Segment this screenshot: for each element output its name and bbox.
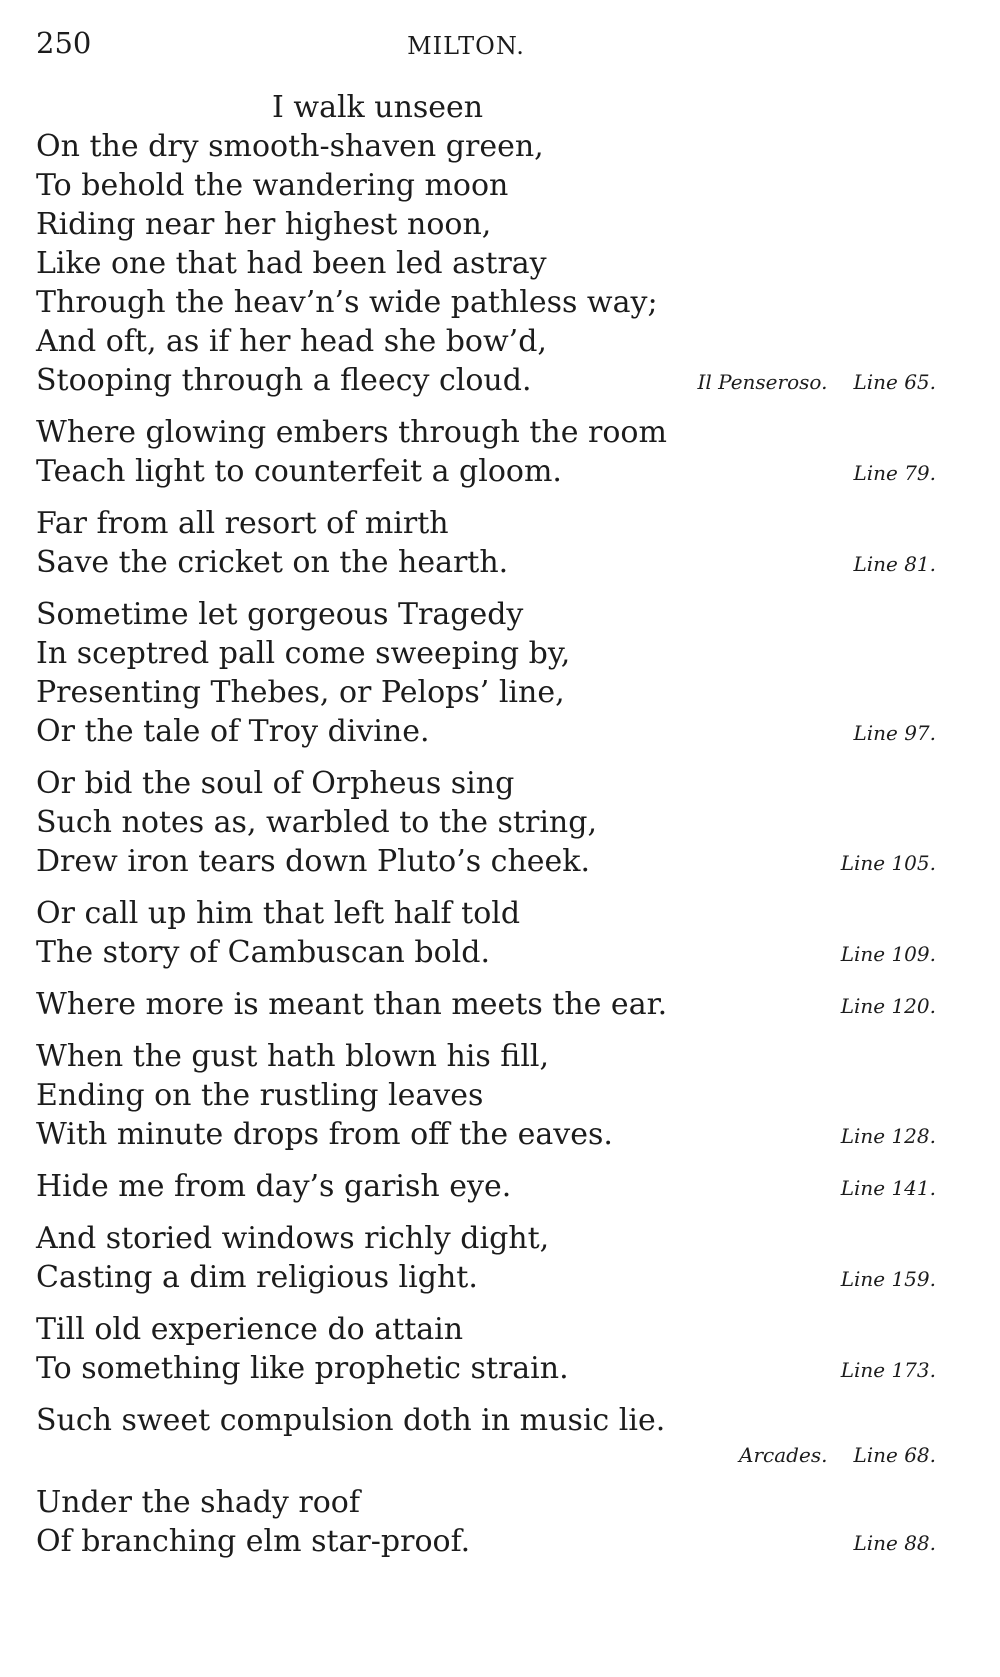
verse-line: Where more is meant than meets the ear. — [36, 987, 668, 1022]
citation-line-ref: Line 68. — [853, 1443, 936, 1467]
verse-line: Such sweet compulsion doth in music lie. — [36, 1403, 666, 1438]
quotation — [36, 504, 936, 582]
verse-line: Under the shady roof — [36, 1485, 360, 1520]
verse-line: I walk unseen — [272, 90, 484, 125]
citation — [841, 1358, 936, 1382]
verse-line: Drew iron tears down Pluto’s cheek. — [36, 844, 591, 879]
citation-line-ref: Line 81. — [853, 552, 936, 576]
quotation — [36, 1483, 936, 1561]
citation-line-ref: Line 65. — [853, 370, 936, 394]
citation — [841, 1267, 936, 1291]
verse-line: Till old experience do attain — [36, 1312, 464, 1347]
page-number: 250 — [36, 26, 92, 60]
verse-line: Of branching elm star-proof. — [36, 1524, 471, 1559]
citation — [841, 942, 936, 966]
verse-line: Save the cricket on the hearth. — [36, 545, 509, 580]
citation-line-ref: Line 128. — [840, 1124, 936, 1148]
quotation — [36, 1310, 936, 1388]
quotation — [36, 985, 936, 1024]
verse-line: Or bid the soul of Orpheus sing — [36, 766, 515, 801]
quotation — [36, 595, 936, 751]
verse-line: To behold the wandering moon — [36, 168, 509, 203]
quotation — [36, 88, 936, 400]
verse-line: To something like prophetic strain. — [36, 1351, 569, 1386]
verse-line: Ending on the rustling leaves — [36, 1078, 484, 1113]
citation — [697, 370, 936, 394]
citation — [36, 1440, 936, 1470]
verse-line: Stooping through a fleecy cloud. — [36, 363, 532, 398]
quotation — [36, 1167, 936, 1206]
citation-line-ref: Line 109. — [840, 942, 936, 966]
quotation-list — [36, 88, 936, 1574]
citation — [853, 721, 936, 745]
citation-line-ref: Line 141. — [840, 1176, 936, 1200]
citation-line-ref: Line 79. — [853, 461, 936, 485]
verse-line: On the dry smooth-shaven green, — [36, 129, 544, 164]
citation-line-ref: Line 105. — [840, 851, 936, 875]
quotation — [36, 1219, 936, 1297]
quotation — [36, 764, 936, 881]
quotation — [36, 413, 936, 491]
citation — [853, 1531, 936, 1555]
verse-line: And storied windows richly dight, — [36, 1221, 550, 1256]
verse-line: When the gust hath blown his fill, — [36, 1039, 550, 1074]
verse-line: The story of Cambuscan bold. — [36, 935, 491, 970]
verse-line: Or call up him that left half told — [36, 896, 521, 931]
verse-line: Sometime let gorgeous Tragedy — [36, 597, 524, 632]
citation — [841, 851, 936, 875]
verse-line: Hide me from day’s garish eye. — [36, 1169, 512, 1204]
citation-line-ref: Line 159. — [840, 1267, 936, 1291]
verse-line: Like one that had been led astray — [36, 246, 547, 281]
citation-work: Arcades. — [739, 1443, 828, 1467]
verse-line: Where glowing embers through the room — [36, 415, 667, 450]
verse-line: Presenting Thebes, or Pelops’ line, — [36, 675, 565, 710]
verse-line: In sceptred pall come sweeping by, — [36, 636, 571, 671]
verse-line: Teach light to counterfeit a gloom. — [36, 454, 562, 489]
citation-work: Il Penseroso. — [697, 370, 828, 394]
verse-line: And oft, as if her head she bow’d, — [36, 324, 547, 359]
citation-line-ref: Line 120. — [840, 994, 936, 1018]
verse-line: Casting a dim religious light. — [36, 1260, 478, 1295]
page-header — [36, 22, 936, 62]
citation — [841, 1124, 936, 1148]
quotation — [36, 894, 936, 972]
citation-line-ref: Line 97. — [853, 721, 936, 745]
verse-line: Riding near her highest noon, — [36, 207, 492, 242]
citation-line-ref: Line 88. — [853, 1531, 936, 1555]
quotation — [36, 1401, 936, 1470]
citation — [841, 1176, 936, 1200]
citation — [853, 552, 936, 576]
verse-line: Or the tale of Troy divine. — [36, 714, 430, 749]
verse-line: Far from all resort of mirth — [36, 506, 449, 541]
citation — [853, 461, 936, 485]
verse-line: Such notes as, warbled to the string, — [36, 805, 597, 840]
quotation — [36, 1037, 936, 1154]
citation-line-ref: Line 173. — [840, 1358, 936, 1382]
running-title: MILTON. — [407, 32, 525, 60]
verse-line: With minute drops from off the eaves. — [36, 1117, 613, 1152]
citation — [841, 994, 936, 1018]
verse-line: Through the heav’n’s wide pathless way; — [36, 285, 658, 320]
